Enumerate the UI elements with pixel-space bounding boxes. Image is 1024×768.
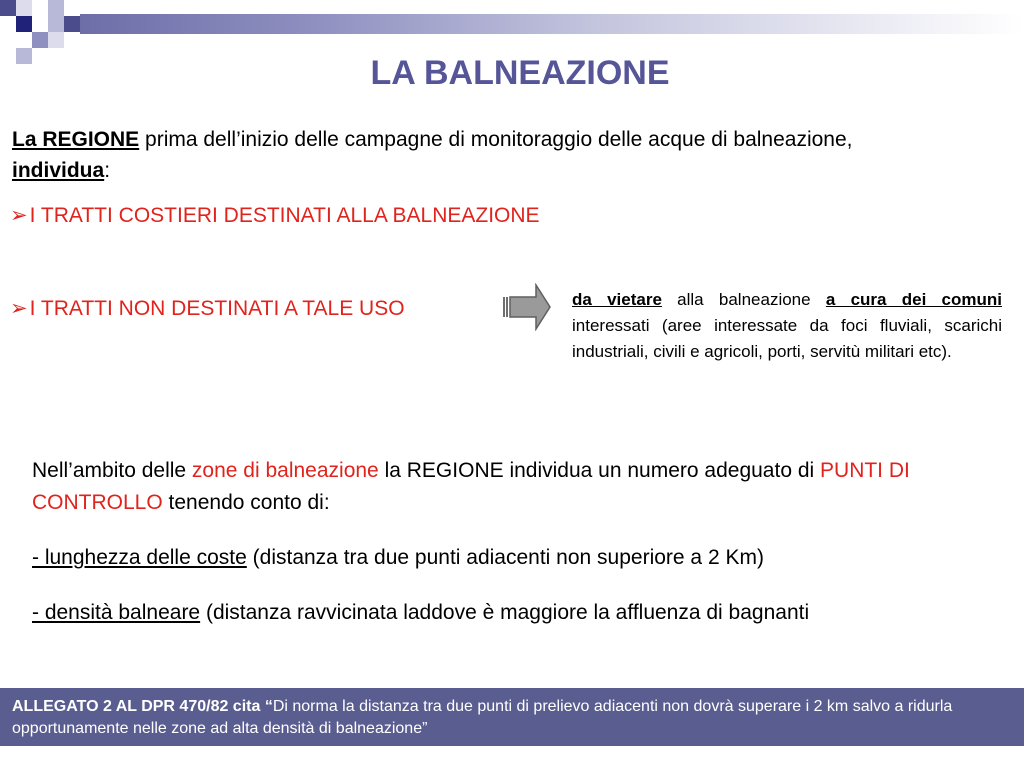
intro-paragraph <box>12 124 912 186</box>
bullet-text: I TRATTI NON DESTINATI A TALE USO <box>29 297 405 320</box>
intro-text-1: prima dell’inizio delle campagne di monitoraggio delle acque di balneazione, <box>139 128 853 151</box>
criterion-label: - densità balneare <box>32 601 201 624</box>
control-points-paragraph <box>32 455 1007 519</box>
bullet-coastal-sections <box>10 203 540 228</box>
control-points-section <box>32 455 1007 629</box>
criterion-bathing-density <box>32 597 1007 629</box>
bullet-arrow-icon: ➢ <box>10 297 28 320</box>
bullet-arrow-icon: ➢ <box>10 204 28 227</box>
prohibition-note <box>572 287 1002 365</box>
spacer <box>32 519 1007 542</box>
zones-text-a: Nell’ambito delle <box>32 459 192 482</box>
zones-highlight-points: PUNTI DI CONTROLLO <box>32 459 910 514</box>
criterion-label: - lunghezza delle coste <box>32 546 247 569</box>
right-arrow-icon <box>502 283 552 331</box>
spacer <box>32 574 1007 597</box>
intro-subject: La REGIONE <box>12 128 140 151</box>
note-part-1: da vietare <box>572 290 662 309</box>
criterion-text: (distanza tra due punti adiacenti non superiore a 2 Km) <box>246 546 764 569</box>
footer-citation <box>0 688 1024 746</box>
note-part-4: interessati (aree interessate da foci fluviali, scarichi industriali, civili e agricoli, porti, servitù militari etc). <box>572 316 1002 361</box>
zones-highlight-zones: zone di balneazione <box>191 459 379 482</box>
slide-title: LA BALNEAZIONE <box>370 54 670 92</box>
bullet-text: I TRATTI COSTIERI DESTINATI ALLA BALNEAZIONE <box>29 204 540 227</box>
zones-text-c: la REGIONE individua un numero adeguato di <box>378 459 821 482</box>
intro-text-2: : <box>104 159 111 182</box>
note-part-2: alla balneazione <box>661 290 826 309</box>
footer-source: ALLEGATO 2 AL DPR 470/82 cita “ <box>12 698 273 715</box>
criterion-coast-length <box>32 542 1007 574</box>
footer-quote: Di norma la distanza tra due punti di prelievo adiacenti non dovrà superare i 2 km salvo a ridurla opportunamente nelle zone ad alta densità di balneazione” <box>12 698 953 737</box>
bullet-non-designated-sections <box>10 296 405 321</box>
zones-text-e: tenendo conto di: <box>162 491 330 514</box>
header-gradient-bar <box>80 14 1024 34</box>
note-part-3: a cura dei comuni <box>825 290 1003 309</box>
intro-verb: individua <box>12 159 105 182</box>
criterion-text: (distanza ravvicinata laddove è maggiore la affluenza di bagnanti <box>200 601 810 624</box>
